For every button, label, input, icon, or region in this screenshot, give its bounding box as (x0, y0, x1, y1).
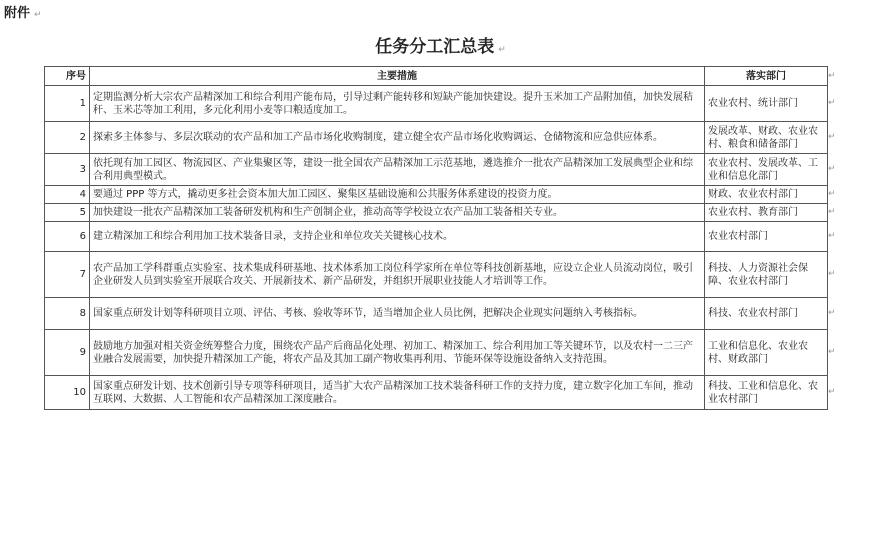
table-row: 2 探索多主体参与、多层次联动的农产品和加工产品市场化收购制度，建立健全农产品市场化收购调运、仓储物流和应急供应体系。 发展改革、财政、农业农村、粮食和储备部门 ↵ (45, 122, 839, 154)
row-dept: 农业农村、统计部门 (705, 86, 828, 122)
table-row: 5 加快建设一批农产品精深加工装备研发机构和生产创制企业，推动高等学校设立农产品加工装备相关专业。 农业农村、教育部门 ↵ (45, 204, 839, 222)
row-num: 8 (45, 298, 90, 330)
row-num: 7 (45, 252, 90, 298)
row-dept: 农业农村、发展改革、工业和信息化部门 (705, 154, 828, 186)
page-title: 任务分工汇总表 ↵ (375, 37, 506, 57)
row-main: 建立精深加工和综合利用加工技术装备目录，支持企业和单位攻关关键核心技术。 (90, 222, 705, 252)
table-row: 3 依托现有加工园区、物流园区、产业集聚区等，建设一批全国农产品精深加工示范基地，遴选推介一批农产品精深加工发展典型企业和综合利用典型模式。 农业农村、发展改革、工业和信息化部门 ↵ (45, 154, 839, 186)
table-row: 8 国家重点研发计划等科研项目立项、评估、考核、验收等环节，适当增加企业人员比例，把解决企业现实问题纳入考核指标。 科技、农业农村部门 ↵ (45, 298, 839, 330)
row-dept: 科技、人力资源社会保障、农业农村部门 (705, 252, 828, 298)
row-main: 鼓励地方加强对相关资金统筹整合力度，围绕农产品产后商品化处理、初加工、精深加工、综合利用加工等关键环节，以及农村一二三产业融合发展需要，加快提升精深加工产能，将农产品及其加工副产物收集再利用、节能环保等设施设备纳入支持范围。 (90, 330, 705, 376)
row-main: 要通过 PPP 等方式，撬动更多社会资本加大加工园区、聚集区基础设施和公共服务体系建设的投资力度。 (90, 186, 705, 204)
row-num: 4 (45, 186, 90, 204)
table-row: 9 鼓励地方加强对相关资金统筹整合力度，围绕农产品产后商品化处理、初加工、精深加工、综合利用加工等关键环节，以及农村一二三产业融合发展需要，加快提升精深加工产能，将农产品及其加工副产物收集再利用、节能环保等设施设备纳入支持范围。 工业和信息化、农业农村、财政部门 ↵ (45, 330, 839, 376)
row-dept: 科技、工业和信息化、农业农村部门 (705, 376, 828, 410)
row-num: 6 (45, 222, 90, 252)
header-main: 主要措施 (90, 67, 705, 86)
row-num: 1 (45, 86, 90, 122)
row-num: 3 (45, 154, 90, 186)
row-num: 2 (45, 122, 90, 154)
row-main: 农产品加工学科群重点实验室、技术集成科研基地、技术体系加工岗位科学家所在单位等科技创新基地，应设立企业人员流动岗位，吸引企业研发人员到实验室开展联合攻关、开展新技术、新产品研发，并组织开展职业技能人才培训等工作。 (90, 252, 705, 298)
task-table (44, 66, 839, 410)
table-row: 6 建立精深加工和综合利用加工技术装备目录，支持企业和单位攻关关键核心技术。 农业农村部门 ↵ (45, 222, 839, 252)
row-dept: 农业农村、教育部门 (705, 204, 828, 222)
row-main: 定期监测分析大宗农产品精深加工和综合利用产能布局，引导过剩产能转移和短缺产能加快建设。提升玉米加工产品附加值，加快发展秸秆、玉米芯等加工利用，多元化利用小麦等口粮适度加工。 (90, 86, 705, 122)
row-dept: 发展改革、财政、农业农村、粮食和储备部门 (705, 122, 828, 154)
table-header-row: 序号 主要措施 落实部门 ↵ (45, 67, 839, 86)
table-row: 1 定期监测分析大宗农产品精深加工和综合利用产能布局，引导过剩产能转移和短缺产能加快建设。提升玉米加工产品附加值，加快发展秸秆、玉米芯等加工利用，多元化利用小麦等口粮适度加工。 农业农村、统计部门 ↵ (45, 86, 839, 122)
row-main: 探索多主体参与、多层次联动的农产品和加工产品市场化收购制度，建立健全农产品市场化收购调运、仓储物流和应急供应体系。 (90, 122, 705, 154)
row-dept: 科技、农业农村部门 (705, 298, 828, 330)
row-main: 依托现有加工园区、物流园区、产业集聚区等，建设一批全国农产品精深加工示范基地，遴选推介一批农产品精深加工发展典型企业和综合利用典型模式。 (90, 154, 705, 186)
row-num: 9 (45, 330, 90, 376)
table-row: 10 国家重点研发计划、技术创新引导专项等科研项目，适当扩大农产品精深加工技术装备科研工作的支持力度，建立数字化加工车间，推动互联网、大数据、人工智能和农产品精深加工深度融合。 科技、工业和信息化、农业农村部门 ↵ (45, 376, 839, 410)
header-dept: 落实部门 (705, 67, 828, 86)
attachment-label: 附件 ↵ (4, 6, 42, 21)
row-main: 加快建设一批农产品精深加工装备研发机构和生产创制企业，推动高等学校设立农产品加工装备相关专业。 (90, 204, 705, 222)
table-row: 4 要通过 PPP 等方式，撬动更多社会资本加大加工园区、聚集区基础设施和公共服务体系建设的投资力度。 财政、农业农村部门 ↵ (45, 186, 839, 204)
header-num: 序号 (45, 67, 90, 86)
row-num: 10 (45, 376, 90, 410)
row-dept: 农业农村部门 (705, 222, 828, 252)
table-row: 7 农产品加工学科群重点实验室、技术集成科研基地、技术体系加工岗位科学家所在单位等科技创新基地，应设立企业人员流动岗位，吸引企业研发人员到实验室开展联合攻关、开展新技术、新产品研发，并组织开展职业技能人才培训等工作。 科技、人力资源社会保障、农业农村部门 ↵ (45, 252, 839, 298)
row-dept: 工业和信息化、农业农村、财政部门 (705, 330, 828, 376)
row-dept: 财政、农业农村部门 (705, 186, 828, 204)
row-main: 国家重点研发计划、技术创新引导专项等科研项目，适当扩大农产品精深加工技术装备科研工作的支持力度，建立数字化加工车间，推动互联网、大数据、人工智能和农产品精深加工深度融合。 (90, 376, 705, 410)
row-main: 国家重点研发计划等科研项目立项、评估、考核、验收等环节，适当增加企业人员比例，把解决企业现实问题纳入考核指标。 (90, 298, 705, 330)
row-num: 5 (45, 204, 90, 222)
